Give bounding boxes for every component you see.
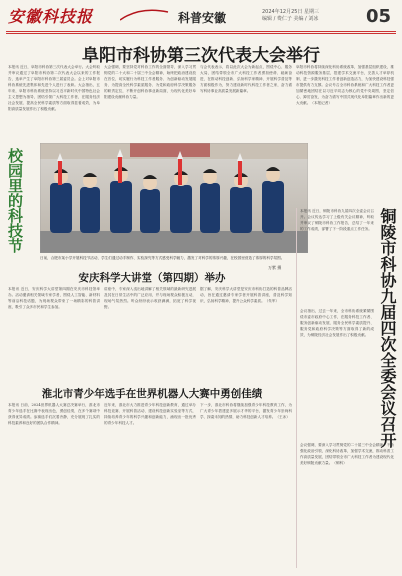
- tongling-col-2: 会议指出，过去一年来，全市科协系统紧紧围绕市委市政府中心工作，在服务科技工作者、服务创新驱动发展、服务全民科学素质提升、服务党和政府科学决策等方面取得了新的成效，为铜陵经济社会发展作出了积极贡献。: [300, 309, 374, 337]
- issue-meta: [262, 9, 319, 23]
- header-rule-thin: [6, 33, 396, 34]
- huaibei-col-1: 本报讯 日前，2024世界机器人大赛总决赛举行，淮北市青少年选手在比赛中表现出色，勇创佳绩，在多个赛项中获得优异成绩。参赛选手们沉着冷静，充分展现了扎实的科技素养和良好的团队合作精神。: [8, 403, 100, 425]
- header-rule: [6, 31, 396, 32]
- main-article-col-3: 与会代表表示，将以此次大会为新起点，围绕中心、服务大局，团结带领全市广大科技工作者勇担使命、砥砺奋进，在推动科技创新、弘扬科学家精神、开展科学普及等方面积极作为，努力建设新时代科技工作者之家，奋力谱写科协事业高质量发展新篇章。: [200, 65, 292, 93]
- logo-swoosh-icon: [120, 6, 170, 24]
- anqing-col-1: 本报讯 近日，安庆科学大讲堂第四期在安庆市科技馆举办。活动邀请相关领域专家学者，围绕人工智能、新材料等前沿科技话题，为现场观众带来了一场精彩的科普讲座，吸引了众多市民和学生参加。: [8, 287, 100, 309]
- anqing-col-3: 据了解，安庆科学大讲堂是安庆市科协打造的科普品牌活动，旨在通过邀请专家学者开展科普讲座，普及科学知识，弘扬科学精神，提升公众科学素质。（朱军）: [200, 287, 292, 303]
- tongling-col-3: 会议强调，要深入学习贯彻党的二十届三中全会精神，不断强化政治引领，深化科协改革，加强学术交流，推动科普工作高质量发展，团结带领全市广大科技工作者为建设现代化美好铜陵贡献力量。（铜科）: [300, 443, 394, 465]
- issue-editor: 编辑 / 费仁子 美编 / 刘冰: [262, 16, 319, 22]
- feature-photo-credit: 万紫 摄: [268, 265, 282, 270]
- main-article-col-4: 阜阳市科协将持续深化科协系统改革，加强基层组织建设，推动科技资源服务基层，搭建学术交流平台，完善人才举荐机制，进一步激发科技工作者创新创造活力，为加快建设科技强市提供有力支撑。会议号召全市科协系统和广大科技工作者更加紧密地团结在以习近平同志为核心的党中央周围，坚定信心、踔厉奋发，为奋力谱写中国式现代化阜阳篇章作出新的更大贡献。（本报记者）: [296, 65, 394, 105]
- main-article-col-2: 大会强调，要坚持党对科协工作的全面领导，深入学习贯彻党的二十大和二十届三中全会精神，始终把政治建设放在首位，切实履行为科技工作者服务、为创新驱动发展服务、为提高全民科学素质服务、为党和政府科学决策服务的职责定位，不断开创科协事业新局面，为现代化美好阜阳建设贡献科协力量。: [104, 65, 196, 99]
- column-divider: [296, 208, 297, 568]
- masthead: [0, 0, 402, 33]
- main-article-col-1: 本报讯 近日，阜阳市科协第三次代表大会举行。大会听取并审议通过了阜阳市科协第二次代表大会以来的工作报告，选举产生了阜阳市科协第三届委员会。会上对阜阳市科协系统先进集体和先进个人进行了表彰。大会指出，五年来，阜阳市科协系统坚持以习近平新时代中国特色社会主义思想为指导，团结引领广大科技工作者，在服务经济社会发展、提高全民科学素质等方面取得显著成效，为阜阳高质量发展作出了积极贡献。: [8, 65, 100, 111]
- anqing-headline: 安庆科学大讲堂（第四期）举办: [78, 272, 226, 284]
- issue-date: 2024年12月25日 星期三: [262, 9, 320, 15]
- huaibei-headline: 淮北市青少年选手在世界机器人大赛中勇创佳绩: [41, 388, 263, 400]
- feature-photo-caption: 日前，合肥市某小学开展科技节活动，学生们通过动手制作、实验探究等方式感受科学魅力，激发了对科学的浓厚兴趣，在校园里营造了浓厚的科学氛围。: [40, 256, 285, 260]
- newspaper-logo: 安徽科技报: [8, 7, 94, 26]
- main-headline: 阜阳市科协第三次代表大会举行: [82, 46, 320, 66]
- tongling-col-1: 本报讯 近日，铜陵市科协九届四次全委会议召开。会议传达学习了上级有关会议精神，听取并审议了铜陵市科协工作报告，总结了一年来的工作成绩，部署了下一阶段重点工作任务。: [300, 209, 374, 231]
- huaibei-col-3: 下一步，淮北市科协将继续加强青少年科技教育工作，为广大青少年搭建更多展示才华的平台，激发青少年崇尚科学、探索未知的热情，助力科技创新人才培养。（王冰）: [200, 403, 292, 419]
- feature-photo: [40, 143, 308, 253]
- tongling-vertical-title: 铜陵市科协九届四次全委会议召开: [378, 208, 397, 448]
- page-number: 05: [366, 6, 392, 27]
- section-title: 科普安徽: [178, 11, 227, 25]
- feature-vertical-title: 校园里的科技节: [6, 148, 24, 253]
- huaibei-col-2: 近年来，淮北市大力推进青少年科技创新教育，通过举办科技竞赛、开展科普活动、建设科技创新实验室等方式，持续培养青少年的科学兴趣和创新能力，涌现出一批优秀的青少年科技人才。: [104, 403, 196, 425]
- anqing-col-2: 讲座中，专家深入浅出地讲解了相关领域的最新研究进展及其在日常生活中的广泛应用，并与现场观众积极互动，现场气氛热烈。听众纷纷表示收获满满，拓宽了科学视野。: [104, 287, 196, 309]
